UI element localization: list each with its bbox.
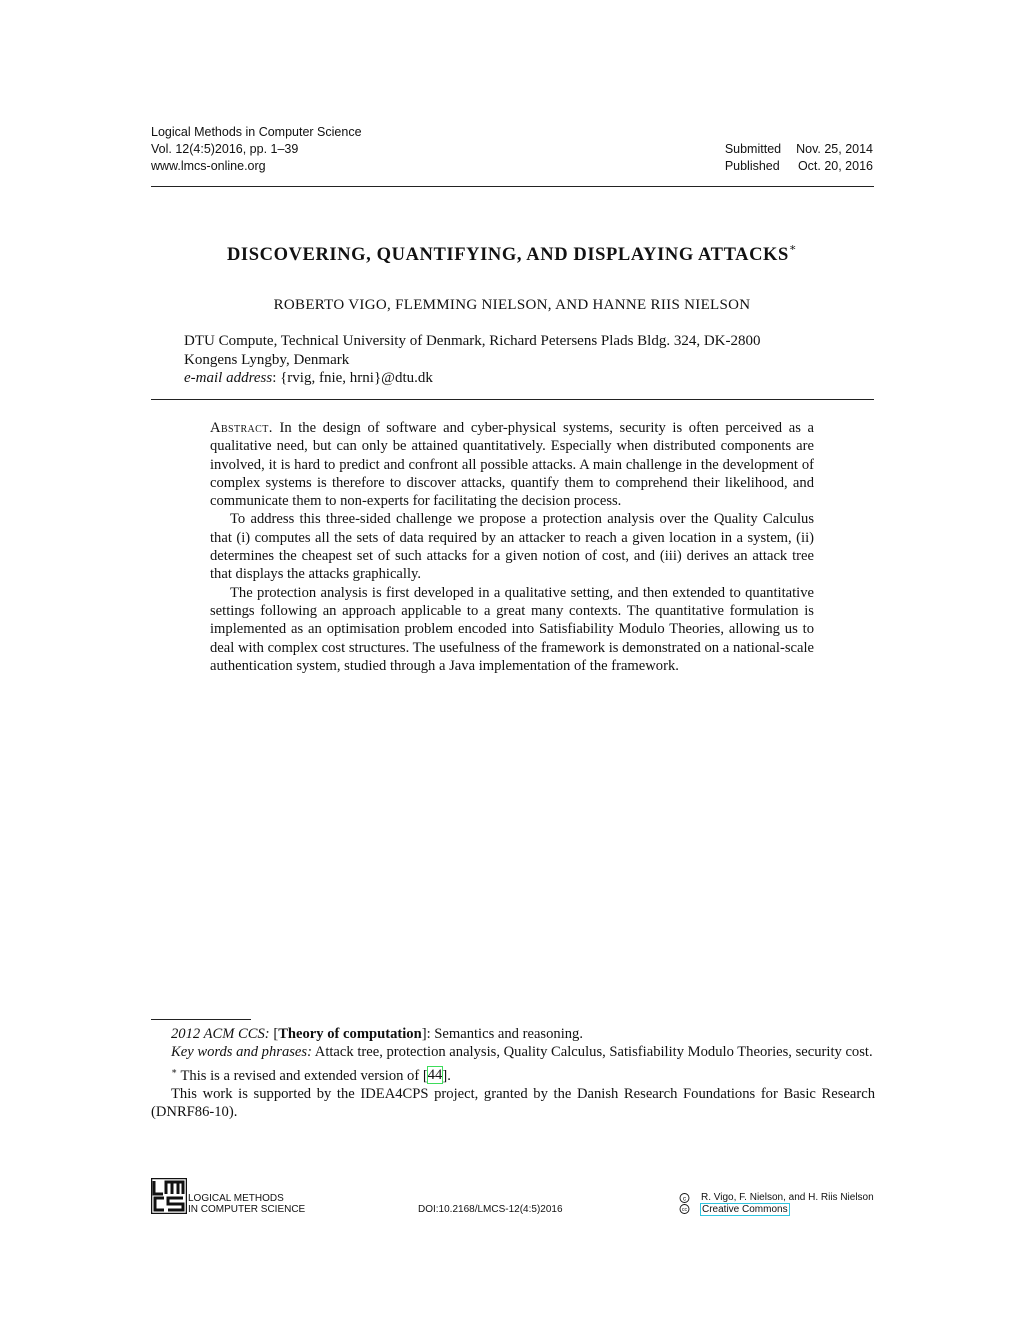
revised-text: This is a revised and extended version of [ — [180, 1067, 428, 1084]
keywords-label: Key words and phrases: — [171, 1044, 312, 1061]
email-line — [184, 369, 874, 388]
paper-authors: ROBERTO VIGO, FLEMMING NIELSON, AND HANNE RIIS NIELSON — [273, 297, 751, 313]
license-symbol: cc — [681, 1207, 688, 1214]
copyright-symbol: c — [682, 1195, 687, 1203]
ccs-bracket-open: [ — [273, 1026, 279, 1042]
affiliation-line-1: DTU Compute, Technical University of Denmark, Richard Petersens Plads Bldg. 324, DK-2800 — [184, 333, 761, 349]
citation-link[interactable]: 44 — [427, 1067, 443, 1084]
abstract-paragraph-1 — [210, 419, 814, 510]
abstract-p1-text: In the design of software and cyber-physical systems, security is often perceived as a qualitative need, but can only be attained quantitatively. Especially when distributed components are involved, it is hard to predict and confront all possible attacks. A main challenge in the development of complex systems is therefore to discover attacks, quantify them to comprehend their likelihood, and communicate them to non-experts for facilitating the decision process. — [210, 420, 814, 510]
footnotes — [151, 1025, 875, 1121]
logo-line-1: LOGICAL METHODS — [188, 1193, 284, 1204]
doi: DOI:10.2168/LMCS-12(4:5)2016 — [418, 1204, 563, 1215]
header-divider — [151, 186, 874, 187]
publication-dates — [725, 141, 873, 175]
submitted-date: Nov. 25, 2014 — [796, 142, 873, 156]
creative-commons-icon — [678, 1204, 691, 1214]
abstract-paragraph-3: The protection analysis is first developed in a qualitative setting, and then extended to quantitative settings following an approach applicable to a great many contexts. The quantitative formulation is implemented as an optimisation problem encoded into Satisfiability Modulo Theories, allowing us to deal with complex cost structures. The usefulness of the framework is demonstrated on a national-scale authentication system, studied through a Java implementation of the framework. — [210, 584, 814, 674]
paper-title-text: DISCOVERING, QUANTIFYING, AND DISPLAYING ATTACKS — [226, 245, 789, 266]
abstract-paragraph-2: To address this three-sided challenge we propose a protection analysis over the Quality Calculus that (i) computes all the sets of data required by an attacker to reach a given location in a system, (ii) determines the cheapest set of such attacks for a given notion of cost, and (iii) derives an attack tree that displays the attacks graphically. — [210, 511, 814, 583]
creative-commons-link[interactable]: Creative Commons — [702, 1203, 788, 1215]
ccs-label: 2012 ACM CCS: — [171, 1026, 270, 1042]
lmcs-logo-icon — [151, 1178, 187, 1214]
acm-ccs-footnote — [151, 1025, 875, 1043]
lmcs-logo — [151, 1178, 187, 1219]
title-divider — [151, 399, 874, 400]
revised-end: ]. — [442, 1067, 451, 1084]
paper-title — [0, 243, 1024, 266]
logo-line-2: IN COMPUTER SCIENCE — [188, 1204, 306, 1215]
revised-footnote — [151, 1062, 875, 1085]
journal-volume: Vol. 12(4:5)2016, pp. 1–39 — [151, 142, 299, 156]
submitted-label: Submitted — [724, 142, 782, 156]
abstract-heading: Abstract. — [210, 420, 273, 436]
footnote-divider — [151, 1019, 251, 1020]
lmcs-logo-text — [188, 1193, 305, 1215]
keywords-footnote — [151, 1043, 875, 1061]
journal-website[interactable]: www.lmcs-online.org — [151, 159, 266, 173]
email-value: : {rvig, fnie, hrni}@dtu.dk — [272, 370, 433, 386]
journal-header — [151, 124, 362, 175]
published-date: Oct. 20, 2016 — [797, 159, 873, 173]
copyright-icon — [678, 1193, 691, 1203]
copyright-row — [678, 1192, 874, 1204]
journal-name: Logical Methods in Computer Science — [151, 125, 362, 139]
email-label: e-mail address — [184, 370, 273, 386]
abstract — [210, 419, 814, 675]
support-footnote: This work is supported by the IDEA4CPS project, granted by the Danish Research Foundations for Basic Research (DNRF86-10). — [151, 1085, 875, 1121]
published-label: Published — [724, 159, 780, 173]
keywords-text: Attack tree, protection analysis, Quality Calculus, Satisfiability Modulo Theories, security cost. — [314, 1044, 873, 1061]
ccs-category: Theory of computation — [278, 1026, 422, 1042]
license-row — [678, 1204, 874, 1216]
license-block — [678, 1192, 874, 1215]
copyright-holders: R. Vigo, F. Nielson, and H. Riis Nielson — [701, 1192, 874, 1203]
affiliation — [184, 332, 874, 388]
affiliation-line-2: Kongens Lyngby, Denmark — [184, 351, 350, 368]
star-mark: ∗ — [171, 1065, 178, 1076]
title-footnote-mark[interactable]: ∗ — [788, 242, 798, 254]
ccs-rest: ]: Semantics and reasoning. — [421, 1026, 584, 1042]
